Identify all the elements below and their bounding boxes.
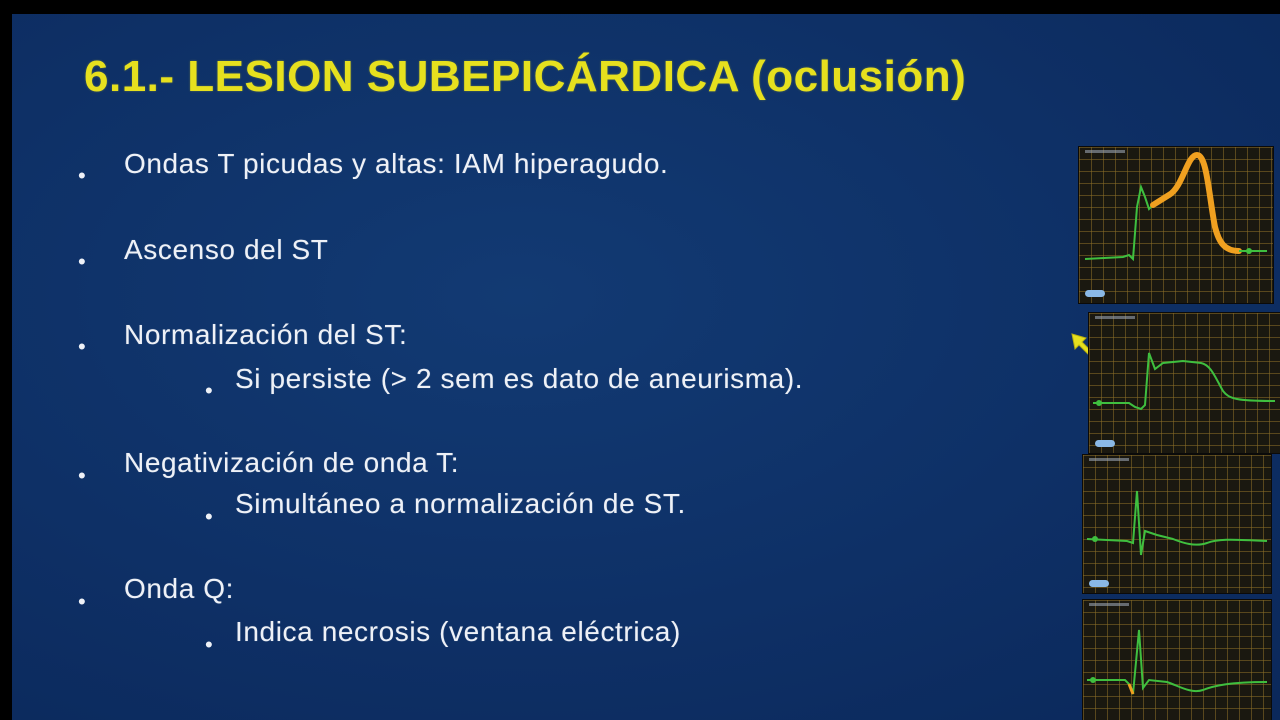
sub-bullet-item-5: Indica necrosis (ventana eléctrica) [235, 616, 681, 647]
bullet-marker: • [78, 463, 86, 488]
ecg-panel-badge [1089, 580, 1109, 587]
slide [12, 14, 1280, 720]
ecg-image-t-inversion [1082, 454, 1272, 594]
bullet-marker: • [78, 589, 86, 614]
bullet-marker: • [78, 163, 86, 188]
sub-bullet-item-4: Simultáneo a normalización de ST. [235, 488, 686, 519]
ecg-image-st-elevation [1088, 312, 1280, 454]
slide-title: 6.1.- LESION SUBEPICÁRDICA (oclusión) [84, 52, 967, 101]
ecg-image-hyperacute-t [1078, 146, 1274, 304]
bullet-item-1: Ondas T picudas y altas: IAM hiperagudo. [124, 148, 669, 179]
sub-bullet-item-3: Si persiste (> 2 sem es dato de aneurisma). [235, 363, 804, 394]
sub-bullet-marker: • [205, 632, 213, 657]
ecg-panel-badge [1085, 290, 1105, 297]
bullet-marker: • [78, 334, 86, 359]
bullet-marker: • [78, 249, 86, 274]
sub-bullet-marker: • [205, 378, 213, 403]
bullet-item-3: Normalización del ST: [124, 319, 408, 350]
bullet-item-5: Onda Q: [124, 573, 235, 604]
bullet-item-4: Negativización de onda T: [124, 447, 460, 478]
ecg-image-q-wave [1082, 599, 1272, 720]
bullet-item-2: Ascenso del ST [124, 234, 329, 265]
ecg-panel-badge [1095, 440, 1115, 447]
sub-bullet-marker: • [205, 504, 213, 529]
